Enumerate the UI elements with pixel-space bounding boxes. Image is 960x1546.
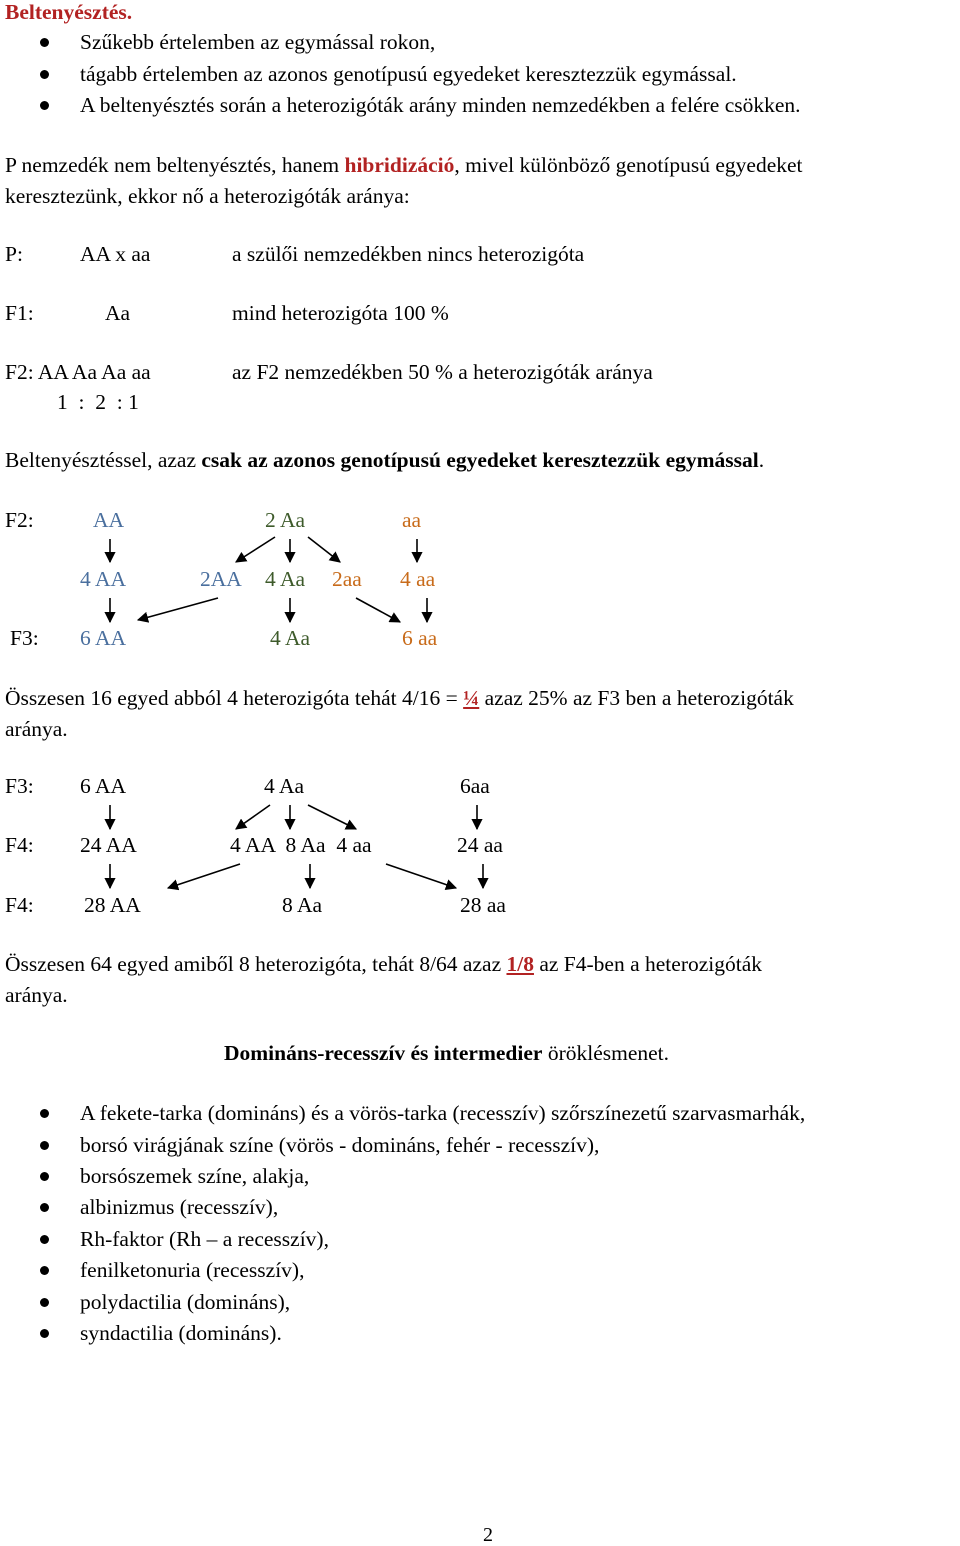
example-item-5: Rh-faktor (Rh – a recesszív), <box>80 1227 329 1251</box>
example-item-1: A fekete-tarka (domináns) és a vörös-tarka (recesszív) szőrszínezetű szarvasmarhák, <box>80 1101 806 1125</box>
arrow-right-down <box>308 537 340 562</box>
summary1-line2: aránya. <box>5 717 68 741</box>
hybrid-keyword: hibridizáció <box>344 153 455 177</box>
intro-bullet-3: A beltenyésztés során a heterozigóták arány minden nemzedékben a felére csökken. <box>80 93 801 117</box>
diag1-mid-2aa: 2aa <box>332 567 362 591</box>
f2-ratio: 1 : 2 : 1 <box>57 390 139 414</box>
diag1-f3-aa: 6 aa <box>402 626 438 650</box>
summary2-before: Összesen 64 egyed amiből 8 heterozigóta, tehát 8/64 azaz <box>5 952 507 976</box>
summary1-after: azaz 25% az F3 ben a heterozigóták <box>479 686 794 710</box>
page-title: Beltenyésztés. <box>5 0 133 24</box>
diag1-f3-Aa: 4 Aa <box>270 626 311 650</box>
arrow-left-down <box>236 537 275 562</box>
example-item-3: borsószemek színe, alakja, <box>80 1164 310 1188</box>
summary2-fraction: 1/8 <box>506 952 534 976</box>
arrow-left-down <box>168 864 240 888</box>
arrow-right-down <box>356 598 400 622</box>
section-heading-rest: öröklésmenet. <box>542 1041 670 1065</box>
diag2-f3-aa: 6aa <box>460 774 490 798</box>
diag1-f2-aa: aa <box>402 508 422 532</box>
example-item-7: polydactilia (domináns), <box>80 1290 291 1314</box>
example-item-2: borsó virágjának színe (vörös - domináns, fehér - recesszív), <box>80 1133 600 1157</box>
diag1-mid-4AA: 4 AA <box>80 567 126 591</box>
diag1-mid-4Aa: 4 Aa <box>265 567 306 591</box>
diag2-f4b-label: F4: <box>5 893 34 917</box>
example-item-4: albinizmus (recesszív), <box>80 1195 279 1219</box>
p-label: P: <box>5 242 23 266</box>
page-number: 2 <box>483 1524 493 1546</box>
diag2-f3-AA: 6 AA <box>80 774 126 798</box>
summary2-line2: aránya. <box>5 983 68 1007</box>
diag2-f4b-AA: 28 AA <box>84 893 141 917</box>
intro-bullet-2: tágabb értelemben az azonos genotípusú egyedeket keresztezzük egymással. <box>80 62 737 86</box>
example-item-8: syndactilia (domináns). <box>80 1321 282 1345</box>
hybrid-text-before: P nemzedék nem beltenyésztés, hanem <box>5 153 345 177</box>
diag2-f4b-aa: 28 aa <box>460 893 506 917</box>
inbreeding-lead: Beltenyésztéssel, azaz <box>5 448 202 472</box>
p-note: a szülői nemzedékben nincs heterozigóta <box>232 242 585 266</box>
diag1-f2-Aa: 2 Aa <box>265 508 306 532</box>
f1-label: F1: <box>5 301 34 325</box>
diag2-f4a-aa: 24 aa <box>457 833 503 857</box>
diag1-f3-label: F3: <box>10 626 39 650</box>
diag1-f3-AA: 6 AA <box>80 626 126 650</box>
f2-note: az F2 nemzedékben 50 % a heterozigóták aránya <box>232 360 653 384</box>
diag1-mid-4aa: 4 aa <box>400 567 436 591</box>
diag2-f4a-label: F4: <box>5 833 34 857</box>
diag2-f3-Aa: 4 Aa <box>264 774 305 798</box>
summary1-before: Összesen 16 egyed abból 4 heterozigóta tehát 4/16 = <box>5 686 464 710</box>
arrow-right-down <box>386 864 456 888</box>
hybrid-paragraph-line2: keresztezünk, ekkor nő a heterozigóták aránya: <box>5 184 410 208</box>
diag1-f2-AA: AA <box>93 508 125 532</box>
arrow-right-down <box>308 805 356 829</box>
f2-genotypes: F2: AA Aa Aa aa <box>5 360 151 384</box>
diag2-f4b-Aa: 8 Aa <box>282 893 323 917</box>
diag2-f4a-AA: 24 AA <box>80 833 137 857</box>
diag1-mid-2AA: 2AA <box>200 567 242 591</box>
diag2-f3-label: F3: <box>5 774 34 798</box>
hybrid-text-after: , mivel különböző genotípusú egyedeket <box>454 153 803 177</box>
summary2-after: az F4-ben a heterozigóták <box>533 952 763 976</box>
inbreeding-end: . <box>758 448 765 472</box>
arrow-left-down <box>138 598 218 620</box>
diag1-f2-label: F2: <box>5 508 34 532</box>
diag2-f4a-mid: 4 AA 8 Aa 4 aa <box>230 833 372 857</box>
section-heading-bold: Domináns-recesszív és intermedier <box>224 1041 543 1065</box>
f1-genotype: Aa <box>105 301 131 325</box>
example-item-6: fenilketonuria (recesszív), <box>80 1258 305 1282</box>
arrow-left-down <box>236 805 270 829</box>
summary1-fraction: ¼ <box>463 686 480 710</box>
f1-note: mind heterozigóta 100 % <box>232 301 449 325</box>
inbreeding-bold: csak az azonos genotípusú egyedeket keresztezzük egymással <box>201 448 759 472</box>
p-cross: AA x aa <box>80 242 151 266</box>
intro-bullet-1: Szűkebb értelemben az egymással rokon, <box>80 30 436 54</box>
